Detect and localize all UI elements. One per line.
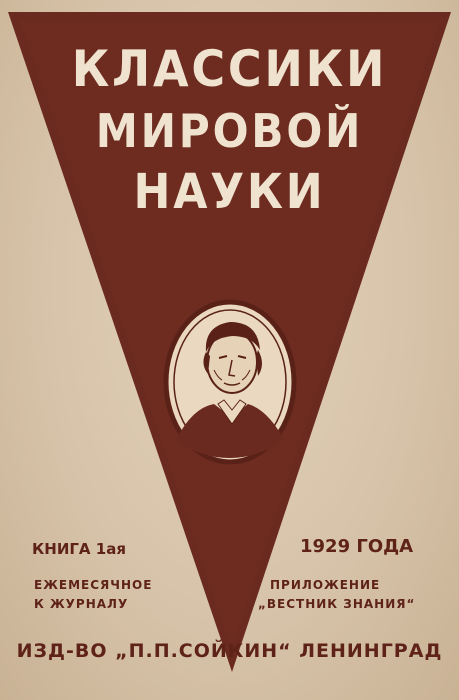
book-number: КНИГА 1ая [32,540,126,558]
title-line-3: НАУКИ [133,164,326,220]
publisher-line: ИЗД-ВО „П.П.СОЙКИН“ ЛЕНИНГРАД [16,640,443,662]
scientist-portrait-icon [166,302,294,462]
vestnik-label: „ВЕСТНИК ЗНАНИЯ“ [258,597,416,611]
title-line-2: МИРОВОЙ [95,104,364,158]
supplement-label: ПРИЛОЖЕНИЕ [270,578,381,592]
title-line-1: КЛАССИКИ [71,40,388,98]
year-label: 1929 ГОДА [300,536,414,557]
monthly-label: ЕЖЕМЕСЯЧНОЕ [34,578,153,592]
journal-label: К ЖУРНАЛУ [34,597,129,611]
